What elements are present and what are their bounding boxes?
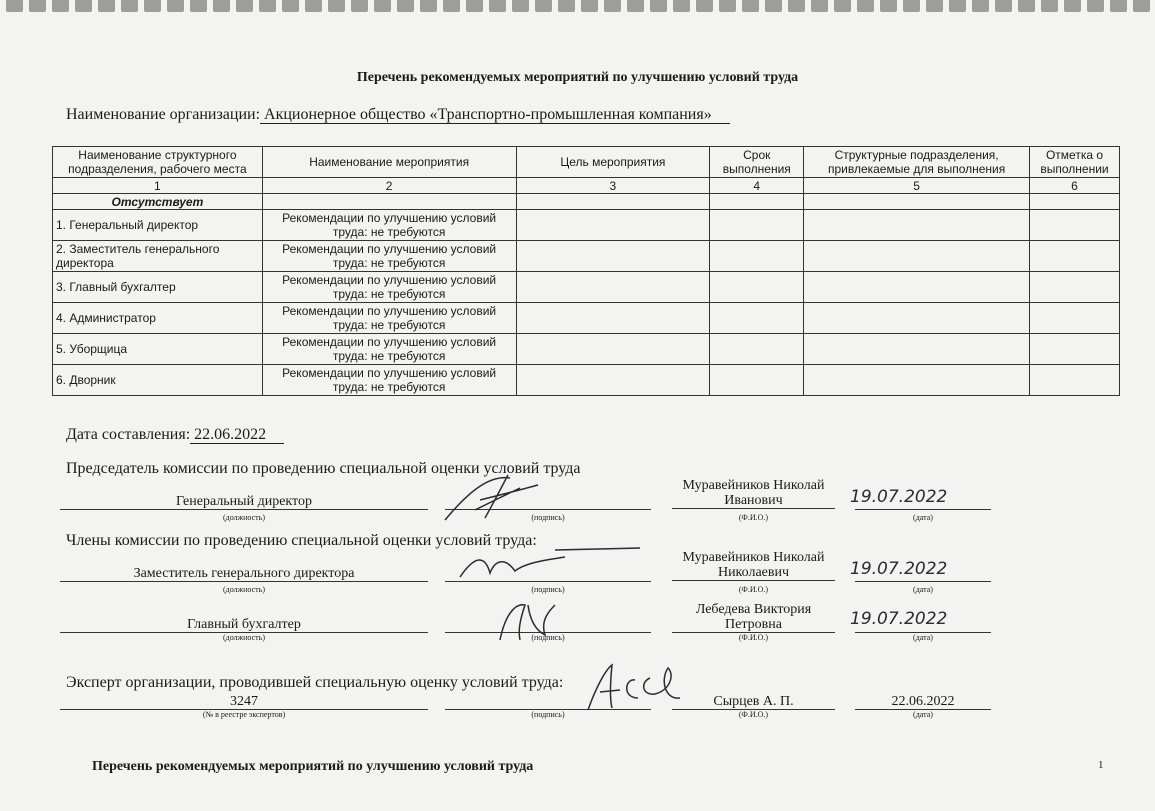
member-name: Лебедева Виктория Петровна: [672, 602, 835, 633]
binding-hole: [1110, 0, 1127, 12]
column-number: 4: [710, 178, 804, 194]
measure-cell: Рекомендации по улучшению условий труда: не требуются: [262, 365, 516, 396]
footer-title: Перечень рекомендуемых мероприятий по улучшению условий труда: [92, 759, 534, 774]
section-label: Отсутствует: [53, 194, 263, 210]
table-row: [53, 210, 1120, 241]
binding-hole: [6, 0, 23, 12]
column-number: 2: [262, 178, 516, 194]
binding-hole: [1133, 0, 1150, 12]
workplace-cell: 6. Дворник: [53, 365, 263, 396]
measure-cell: Рекомендации по улучшению условий труда: не требуются: [262, 272, 516, 303]
member-position: Главный бухгалтер: [60, 617, 428, 633]
binding-hole: [236, 0, 253, 12]
caption-date: (дата): [913, 585, 933, 594]
member-signature-image: [490, 595, 560, 645]
caption-signature: (подпись): [531, 513, 565, 522]
binding-hole: [144, 0, 161, 12]
binding-hole: [627, 0, 644, 12]
member-position: Заместитель генерального директора: [60, 566, 428, 582]
document-title: Перечень рекомендуемых мероприятий по улучшению условий труда: [356, 70, 799, 85]
member-name: Муравейников Николай Николаевич: [672, 550, 835, 581]
chairman-heading: Председатель комиссии по проведению специальной оценки условий труда: [66, 460, 581, 477]
header-cell: Отметка о выполнении: [1029, 147, 1119, 178]
caption-position: (должность): [223, 585, 265, 594]
workplace-cell: 1. Генеральный директор: [53, 210, 263, 241]
caption-fio: (Ф.И.О.): [738, 710, 769, 719]
column-number: 3: [516, 178, 710, 194]
binding-hole: [1018, 0, 1035, 12]
binding-hole: [328, 0, 345, 12]
binding-hole: [29, 0, 46, 12]
members-heading: Члены комиссии по проведению специальной оценки условий труда:: [66, 532, 537, 549]
table-row: [53, 241, 1120, 272]
compilation-date-value: 22.06.2022: [190, 426, 284, 444]
binding-hole: [443, 0, 460, 12]
expert-signature-image: [580, 660, 690, 716]
column-number: 5: [804, 178, 1030, 194]
binding-hole: [949, 0, 966, 12]
chairman-handwritten-date: 19.07.2022: [850, 487, 948, 507]
caption-date: (дата): [913, 710, 933, 719]
binding-hole: [903, 0, 920, 12]
caption-signature: (подпись): [531, 710, 565, 719]
caption-date: (дата): [913, 633, 933, 642]
binding-hole: [834, 0, 851, 12]
binding-hole: [765, 0, 782, 12]
chairman-position: Генеральный директор: [60, 494, 428, 510]
header-cell: Цель мероприятия: [516, 147, 710, 178]
binding-hole: [52, 0, 69, 12]
measure-cell: Рекомендации по улучшению условий труда: не требуются: [262, 303, 516, 334]
binding-hole: [696, 0, 713, 12]
caption-registry: (№ в реестре экспертов): [202, 710, 286, 719]
binding-hole: [1087, 0, 1104, 12]
measure-cell: Рекомендации по улучшению условий труда: не требуются: [262, 334, 516, 365]
member-date-line: [855, 581, 991, 582]
measure-cell: Рекомендации по улучшению условий труда: не требуются: [262, 210, 516, 241]
caption-fio: (Ф.И.О.): [738, 633, 769, 642]
caption-fio: (Ф.И.О.): [738, 513, 769, 522]
section-row: [53, 194, 1120, 210]
caption-signature: (подпись): [531, 633, 565, 642]
chairman-signature-image: [440, 470, 540, 530]
header-cell: Наименование структурного подразделения, рабочего места: [53, 147, 263, 178]
binding-hole: [75, 0, 92, 12]
compilation-date-line: [66, 426, 284, 444]
binding-hole: [305, 0, 322, 12]
workplace-cell: 2. Заместитель генерального директора: [53, 241, 263, 272]
column-number: 6: [1029, 178, 1119, 194]
member-handwritten-date: 19.07.2022: [850, 559, 948, 579]
measure-cell: Рекомендации по улучшению условий труда: не требуются: [262, 241, 516, 272]
binding-hole: [880, 0, 897, 12]
workplace-cell: 5. Уборщица: [53, 334, 263, 365]
binding-hole: [512, 0, 529, 12]
table-row: [53, 334, 1120, 365]
organization-line: [66, 106, 730, 124]
binding-hole: [1064, 0, 1081, 12]
binding-hole: [259, 0, 276, 12]
caption-position: (должность): [223, 633, 265, 642]
binding-hole: [535, 0, 552, 12]
binding-hole: [351, 0, 368, 12]
caption-position: (должность): [223, 513, 265, 522]
binding-hole: [650, 0, 667, 12]
binding-hole: [558, 0, 575, 12]
chairman-date-line: [855, 509, 991, 510]
caption-date: (дата): [913, 513, 933, 522]
page-number: 1: [1098, 759, 1104, 771]
compilation-date-label: Дата составления:: [66, 426, 191, 443]
member-handwritten-date: 19.07.2022: [850, 609, 948, 629]
binding-hole: [167, 0, 184, 12]
spiral-binding: [0, 0, 1155, 14]
binding-hole: [742, 0, 759, 12]
binding-hole: [489, 0, 506, 12]
table-row: [53, 303, 1120, 334]
binding-hole: [604, 0, 621, 12]
binding-hole: [190, 0, 207, 12]
expert-date: 22.06.2022: [855, 694, 991, 710]
organization-name: Акционерное общество «Транспортно-промышленная компания»: [260, 106, 730, 124]
member-signature-image: [455, 545, 645, 585]
table-row: [53, 365, 1120, 396]
binding-hole: [719, 0, 736, 12]
organization-label: Наименование организации:: [66, 106, 261, 123]
header-cell: Структурные подразделения, привлекаемые для выполнения: [804, 147, 1030, 178]
binding-hole: [420, 0, 437, 12]
expert-heading: Эксперт организации, проводившей специальную оценку условий труда:: [66, 674, 564, 691]
binding-hole: [857, 0, 874, 12]
chairman-name: Муравейников Николай Иванович: [672, 478, 835, 509]
binding-hole: [995, 0, 1012, 12]
binding-hole: [926, 0, 943, 12]
binding-hole: [466, 0, 483, 12]
header-cell: Наименование мероприятия: [262, 147, 516, 178]
binding-hole: [972, 0, 989, 12]
binding-hole: [397, 0, 414, 12]
measures-table: [52, 146, 1120, 396]
binding-hole: [213, 0, 230, 12]
binding-hole: [282, 0, 299, 12]
binding-hole: [121, 0, 138, 12]
binding-hole: [788, 0, 805, 12]
table-row: [53, 272, 1120, 303]
column-number: 1: [53, 178, 263, 194]
header-cell: Срок выполнения: [710, 147, 804, 178]
caption-signature: (подпись): [531, 585, 565, 594]
expert-registry-number: 3247: [60, 694, 428, 710]
binding-hole: [374, 0, 391, 12]
binding-hole: [673, 0, 690, 12]
binding-hole: [98, 0, 115, 12]
binding-hole: [1041, 0, 1058, 12]
binding-hole: [581, 0, 598, 12]
binding-hole: [811, 0, 828, 12]
workplace-cell: 3. Главный бухгалтер: [53, 272, 263, 303]
caption-fio: (Ф.И.О.): [738, 585, 769, 594]
expert-name: Сырцев А. П.: [672, 694, 835, 710]
column-number-row: [53, 178, 1120, 194]
table-header-row: [53, 147, 1120, 178]
workplace-cell: 4. Администратор: [53, 303, 263, 334]
